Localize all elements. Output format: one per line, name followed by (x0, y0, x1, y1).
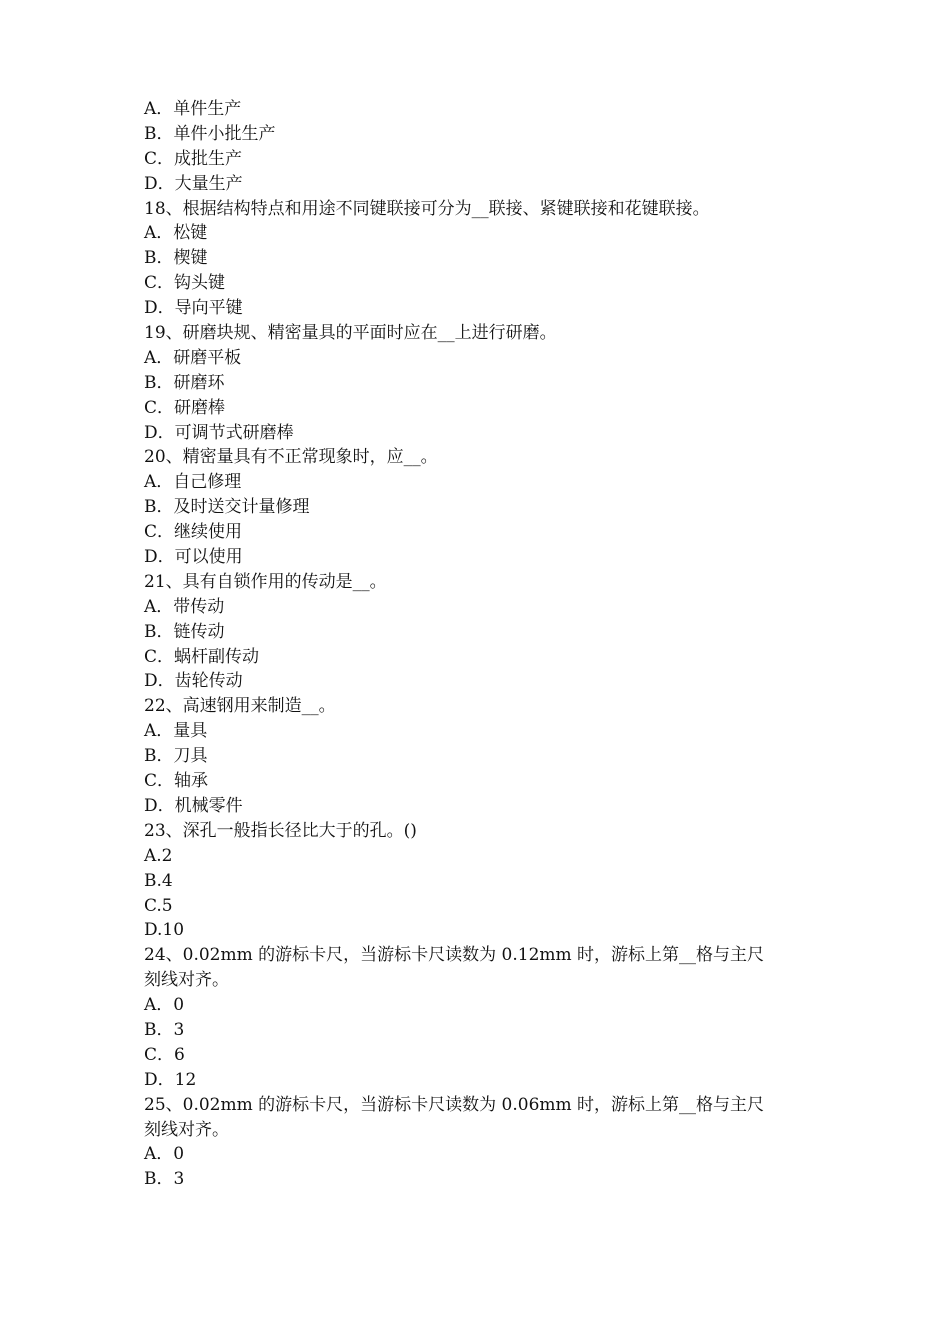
answer-option: B．研磨环 (144, 372, 225, 393)
answer-option: A．自己修理 (144, 472, 242, 493)
question-text: 20、精密量具有不正常现象时，应__。 (144, 447, 438, 468)
answer-option: D．大量生产 (144, 173, 243, 194)
question-text: 23、深孔一般指长径比大于的孔。() (144, 820, 417, 841)
answer-option: B．3 (144, 1019, 185, 1040)
answer-option: B．3 (144, 1169, 185, 1190)
answer-option: A.2 (144, 845, 173, 866)
question-text: 19、研磨块规、精密量具的平面时应在__上进行研磨。 (144, 323, 557, 344)
answer-option: C．蜗杆副传动 (144, 646, 260, 667)
answer-option: C．钩头键 (144, 273, 226, 294)
answer-option: B．单件小批生产 (144, 123, 276, 144)
answer-option: D．导向平键 (144, 298, 243, 319)
answer-option: A．单件生产 (144, 99, 242, 119)
answer-option: B.4 (144, 870, 173, 891)
question-text-continuation: 刻线对齐。 (144, 970, 229, 991)
answer-option: C．轴承 (144, 771, 209, 792)
question-text-continuation: 刻线对齐。 (144, 1119, 229, 1140)
answer-option: C.5 (144, 895, 173, 916)
answer-option: C．成批生产 (144, 148, 243, 169)
answer-option: B．及时送交计量修理 (144, 497, 310, 518)
question-text: 22、高速钢用来制造__。 (144, 696, 336, 717)
answer-option: D．机械零件 (144, 795, 243, 816)
question-text: 24、0.02mm 的游标卡尺，当游标卡尺读数为 0.12mm 时，游标上第__格与主尺 (144, 945, 765, 966)
answer-option: D．可以使用 (144, 547, 243, 568)
answer-option: C．研磨棒 (144, 397, 226, 418)
answer-option: B．刀具 (144, 746, 208, 767)
answer-option: A．带传动 (144, 596, 225, 617)
question-text: 25、0.02mm 的游标卡尺，当游标卡尺读数为 0.06mm 时，游标上第__格与主尺 (144, 1094, 765, 1115)
answer-option: D.10 (144, 920, 185, 941)
answer-option: C．继续使用 (144, 522, 243, 543)
answer-option: D．可调节式研磨棒 (144, 422, 294, 443)
document-body (144, 97, 814, 1192)
answer-option: B．链传动 (144, 621, 225, 642)
answer-option: A．松键 (144, 223, 208, 244)
answer-option: A．0 (144, 1144, 185, 1165)
question-text: 18、根据结构特点和用途不同键联接可分为__联接、紧键联接和花键联接。 (144, 198, 710, 219)
answer-option: B．楔键 (144, 248, 208, 269)
answer-option: A．量具 (144, 721, 208, 742)
answer-option: D．齿轮传动 (144, 671, 243, 692)
answer-option: C．6 (144, 1044, 185, 1065)
answer-option: A．研磨平板 (144, 347, 242, 368)
answer-option: A．0 (144, 995, 185, 1016)
answer-option: D．12 (144, 1069, 197, 1090)
question-text: 21、具有自锁作用的传动是__。 (144, 571, 387, 592)
